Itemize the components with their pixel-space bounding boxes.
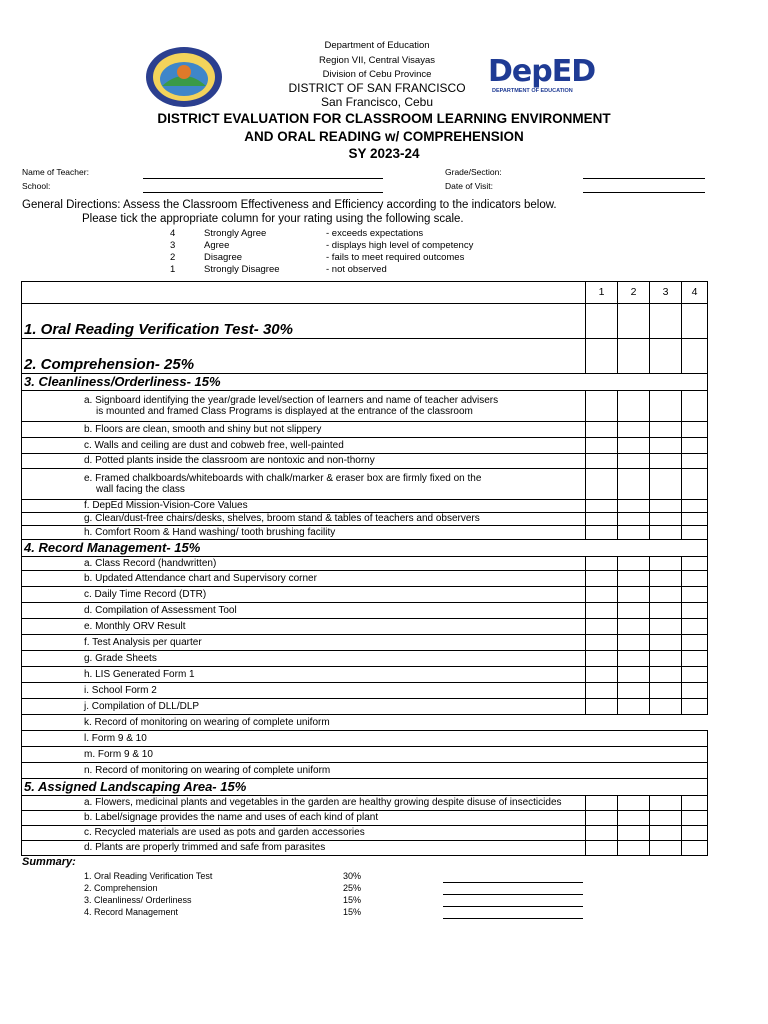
table-row (22, 587, 708, 603)
visit-field[interactable] (583, 192, 705, 193)
scale-desc: - displays high level of competency (326, 240, 474, 251)
item-text: c. Recycled materials are used as pots and garden accessories (22, 826, 586, 841)
directions-line-2: Please tick the appropriate column for your rating using the following scale. (82, 213, 464, 225)
scale-desc: - not observed (326, 264, 387, 275)
summary-field[interactable] (443, 918, 583, 919)
rating-cell[interactable] (586, 526, 618, 540)
rating-cell[interactable] (618, 557, 650, 571)
item-text: l. Form 9 & 10 (22, 731, 708, 747)
rating-cell[interactable] (682, 651, 708, 667)
title-line-1: DISTRICT EVALUATION FOR CLASSROOM LEARNING ENVIRONMENT (157, 111, 611, 126)
rating-cell[interactable] (682, 469, 708, 500)
item-text: e. Framed chalkboards/whiteboards with chalk/marker & eraser box are firmly fixed on the (84, 472, 482, 484)
section-oral-reading: 1. Oral Reading Verification Test- 30% (22, 304, 586, 339)
section-comprehension: 2. Comprehension- 25% (22, 339, 586, 374)
town-name: San Francisco, Cebu (320, 95, 434, 109)
rating-cell[interactable] (586, 635, 618, 651)
table-row (22, 731, 708, 747)
rating-cell[interactable] (618, 699, 650, 715)
summary-field[interactable] (443, 906, 583, 907)
rating-cell[interactable] (586, 841, 618, 856)
deped-logo-subtitle: DEPARTMENT OF EDUCATION (492, 88, 573, 94)
rating-cell[interactable] (650, 587, 682, 603)
rating-cell[interactable] (618, 841, 650, 856)
rating-cell[interactable] (650, 454, 682, 469)
rating-cell[interactable] (586, 603, 618, 619)
table-row (22, 683, 708, 699)
rating-cell[interactable] (650, 635, 682, 651)
rating-cell[interactable] (618, 826, 650, 841)
rating-cell[interactable] (618, 683, 650, 699)
title-line-2: AND ORAL READING w/ COMPREHENSION (244, 129, 524, 144)
item-text: c. Walls and ceiling are dust and cobweb free, well-painted (22, 438, 586, 454)
rating-cell[interactable] (618, 422, 650, 438)
rating-cell[interactable] (618, 619, 650, 635)
title-line-3: SY 2023-24 (348, 146, 420, 161)
summary-field[interactable] (443, 894, 583, 895)
section-record-management: 4. Record Management- 15% (22, 540, 708, 557)
rating-cell[interactable] (586, 826, 618, 841)
rating-cell[interactable] (586, 587, 618, 603)
rating-cell[interactable] (618, 469, 650, 500)
rating-cell[interactable] (586, 683, 618, 699)
evaluation-table (21, 281, 708, 856)
item-text: g. Clean/dust-free chairs/desks, shelves, broom stand & tables of teachers and observers (22, 513, 586, 526)
rating-cell[interactable] (650, 422, 682, 438)
rating-cell[interactable] (682, 339, 708, 374)
rating-cell[interactable] (682, 304, 708, 339)
table-row (22, 747, 708, 763)
rating-cell[interactable] (618, 438, 650, 454)
rating-cell[interactable] (682, 438, 708, 454)
school-label: School: (22, 181, 51, 191)
rating-cell[interactable] (682, 796, 708, 811)
rating-cell[interactable] (618, 667, 650, 683)
rating-cell[interactable] (618, 454, 650, 469)
item-text: h. Comfort Room & Hand washing/ tooth brushing facility (22, 526, 586, 540)
rating-cell[interactable] (650, 699, 682, 715)
rating-cell[interactable] (618, 391, 650, 422)
rating-cell[interactable] (682, 841, 708, 856)
item-text: d. Compilation of Assessment Tool (22, 603, 586, 619)
summary-pct: 25% (343, 883, 362, 893)
scale-num: 3 (170, 240, 176, 251)
rating-cell[interactable] (586, 454, 618, 469)
rating-cell[interactable] (682, 526, 708, 540)
teacher-label: Name of Teacher: (22, 167, 89, 177)
summary-label: 1. Oral Reading Verification Test (84, 871, 213, 881)
rating-cell[interactable] (586, 557, 618, 571)
table-row (22, 715, 708, 731)
rating-cell[interactable] (618, 603, 650, 619)
rating-cell[interactable] (586, 438, 618, 454)
scale-desc: - exceeds expectations (326, 228, 424, 239)
table-row (22, 635, 708, 651)
table-header-row (22, 282, 708, 304)
rating-cell[interactable] (586, 304, 618, 339)
school-field[interactable] (143, 192, 383, 193)
col-header-4: 4 (682, 282, 708, 304)
table-row (22, 667, 708, 683)
table-row (22, 469, 708, 500)
rating-cell[interactable] (586, 667, 618, 683)
summary-pct: 15% (343, 895, 362, 905)
rating-cell[interactable] (650, 469, 682, 500)
item-text: m. Form 9 & 10 (22, 747, 708, 763)
rating-cell[interactable] (650, 796, 682, 811)
rating-cell[interactable] (650, 513, 682, 526)
rating-cell[interactable] (586, 391, 618, 422)
item-text: g. Grade Sheets (22, 651, 586, 667)
rating-cell[interactable] (618, 811, 650, 826)
col-header-2: 2 (618, 282, 650, 304)
rating-cell[interactable] (618, 587, 650, 603)
rating-cell[interactable] (682, 587, 708, 603)
item-text: is mounted and framed Class Programs is displayed at the entrance of the classroom (96, 406, 473, 417)
rating-cell[interactable] (682, 811, 708, 826)
item-text: d. Potted plants inside the classroom are nontoxic and non-thorny (22, 454, 586, 469)
rating-cell[interactable] (586, 811, 618, 826)
item-text: i. School Form 2 (22, 683, 586, 699)
rating-cell[interactable] (650, 339, 682, 374)
item-text: e. Monthly ORV Result (22, 619, 586, 635)
grade-label: Grade/Section: (445, 167, 502, 177)
item-text: n. Record of monitoring on wearing of complete uniform (22, 763, 708, 779)
rating-cell[interactable] (650, 500, 682, 513)
rating-cell[interactable] (682, 454, 708, 469)
table-row (22, 454, 708, 469)
rating-cell[interactable] (650, 304, 682, 339)
rating-cell[interactable] (650, 651, 682, 667)
summary-pct: 30% (343, 871, 362, 881)
rating-cell[interactable] (650, 526, 682, 540)
rating-cell[interactable] (618, 526, 650, 540)
header-line-2: Region VII, Central Visayas (319, 55, 435, 66)
visit-label: Date of Visit: (445, 181, 494, 191)
rating-cell[interactable] (682, 699, 708, 715)
summary-label: 2. Comprehension (84, 883, 158, 893)
grade-field[interactable] (583, 178, 705, 179)
rating-cell[interactable] (618, 651, 650, 667)
rating-cell[interactable] (682, 557, 708, 571)
division-seal (144, 46, 224, 108)
summary-title: Summary: (22, 856, 76, 868)
table-row (22, 438, 708, 454)
rating-cell[interactable] (682, 683, 708, 699)
rating-cell[interactable] (586, 500, 618, 513)
scale-num: 4 (170, 228, 176, 239)
header-line-1: Department of Education (324, 40, 430, 51)
item-chalkboard (22, 469, 586, 500)
scale-label: Strongly Agree (204, 228, 267, 239)
table-row (22, 796, 708, 811)
summary-label: 3. Cleanliness/ Orderliness (84, 895, 192, 905)
table-row (22, 619, 708, 635)
summary-field[interactable] (443, 882, 583, 883)
scale-label: Strongly Disagree (204, 264, 280, 275)
rating-cell[interactable] (586, 651, 618, 667)
item-signboard (22, 391, 586, 422)
table-row (22, 811, 708, 826)
district-name: DISTRICT OF SAN FRANCISCO (288, 81, 466, 95)
rating-cell[interactable] (586, 619, 618, 635)
item-text: b. Updated Attendance chart and Supervisory corner (22, 571, 586, 587)
rating-cell[interactable] (586, 796, 618, 811)
rating-cell[interactable] (586, 699, 618, 715)
rating-cell[interactable] (650, 619, 682, 635)
rating-cell[interactable] (650, 811, 682, 826)
table-row (22, 826, 708, 841)
rating-cell[interactable] (586, 422, 618, 438)
table-row (22, 557, 708, 571)
rating-cell[interactable] (682, 826, 708, 841)
item-text: wall facing the class (96, 484, 185, 495)
teacher-field[interactable] (143, 178, 383, 179)
summary-label: 4. Record Management (84, 907, 179, 917)
rating-cell[interactable] (618, 635, 650, 651)
rating-cell[interactable] (618, 500, 650, 513)
rating-cell[interactable] (682, 513, 708, 526)
table-row (22, 513, 708, 526)
item-text: b. Label/signage provides the name and uses of each kind of plant (22, 811, 586, 826)
table-row (22, 603, 708, 619)
rating-cell[interactable] (650, 438, 682, 454)
table-row (22, 699, 708, 715)
rating-cell[interactable] (650, 667, 682, 683)
table-row (22, 841, 708, 856)
rating-cell[interactable] (618, 339, 650, 374)
section-cleanliness: 3. Cleanliness/Orderliness- 15% (22, 374, 708, 391)
rating-cell[interactable] (650, 841, 682, 856)
item-text: h. LIS Generated Form 1 (22, 667, 586, 683)
rating-cell[interactable] (682, 619, 708, 635)
rating-cell[interactable] (682, 635, 708, 651)
rating-cell[interactable] (682, 667, 708, 683)
rating-cell[interactable] (650, 683, 682, 699)
item-text: f. DepEd Mission-Vision-Core Values (22, 500, 586, 513)
section-row (22, 779, 708, 796)
table-row (22, 422, 708, 438)
table-row (22, 763, 708, 779)
rating-cell[interactable] (682, 571, 708, 587)
rating-cell[interactable] (682, 500, 708, 513)
item-text: a. Class Record (handwritten) (22, 557, 586, 571)
rating-cell[interactable] (618, 796, 650, 811)
col-header-1: 1 (586, 282, 618, 304)
summary-pct: 15% (343, 907, 362, 917)
section-row (22, 339, 708, 374)
table-row (22, 651, 708, 667)
rating-cell[interactable] (650, 603, 682, 619)
rating-cell[interactable] (682, 391, 708, 422)
rating-cell[interactable] (650, 391, 682, 422)
item-text: d. Plants are properly trimmed and safe from parasites (22, 841, 586, 856)
rating-cell[interactable] (650, 571, 682, 587)
deped-logo (488, 50, 594, 98)
rating-cell[interactable] (586, 513, 618, 526)
scale-label: Disagree (204, 252, 243, 263)
section-row (22, 374, 708, 391)
item-text: f. Test Analysis per quarter (22, 635, 586, 651)
section-row (22, 304, 708, 339)
rating-cell[interactable] (618, 304, 650, 339)
col-header-3: 3 (650, 282, 682, 304)
item-text: a. Flowers, medicinal plants and vegetables in the garden are healthy growing despite disuse of insecticides (22, 796, 586, 811)
scale-num: 2 (170, 252, 176, 263)
header-blank (22, 282, 586, 304)
item-text: b. Floors are clean, smooth and shiny but not slippery (22, 422, 586, 438)
item-text: k. Record of monitoring on wearing of complete uniform (22, 715, 708, 731)
scale-desc: - fails to meet required outcomes (326, 252, 465, 263)
rating-cell[interactable] (650, 826, 682, 841)
scale-label: Agree (204, 240, 230, 251)
rating-cell[interactable] (682, 603, 708, 619)
table-row (22, 391, 708, 422)
rating-cell[interactable] (586, 469, 618, 500)
section-row (22, 540, 708, 557)
rating-cell[interactable] (586, 339, 618, 374)
table-row (22, 571, 708, 587)
table-row (22, 526, 708, 540)
scale-num: 1 (170, 264, 176, 275)
header-line-3: Division of Cebu Province (322, 69, 432, 80)
section-landscaping: 5. Assigned Landscaping Area- 15% (22, 779, 708, 796)
rating-cell[interactable] (650, 557, 682, 571)
item-text: j. Compilation of DLL/DLP (22, 699, 586, 715)
deped-logo-text: DepED (488, 54, 596, 89)
table-row (22, 500, 708, 513)
rating-cell[interactable] (586, 571, 618, 587)
rating-cell[interactable] (618, 571, 650, 587)
rating-cell[interactable] (682, 422, 708, 438)
directions-line-1: General Directions: Assess the Classroom Effectiveness and Efficiency according to the indicators below. (22, 199, 557, 211)
item-text: a. Signboard identifying the year/grade level/section of learners and name of teacher advisers (84, 394, 499, 406)
item-text: c. Daily Time Record (DTR) (22, 587, 586, 603)
rating-cell[interactable] (618, 513, 650, 526)
